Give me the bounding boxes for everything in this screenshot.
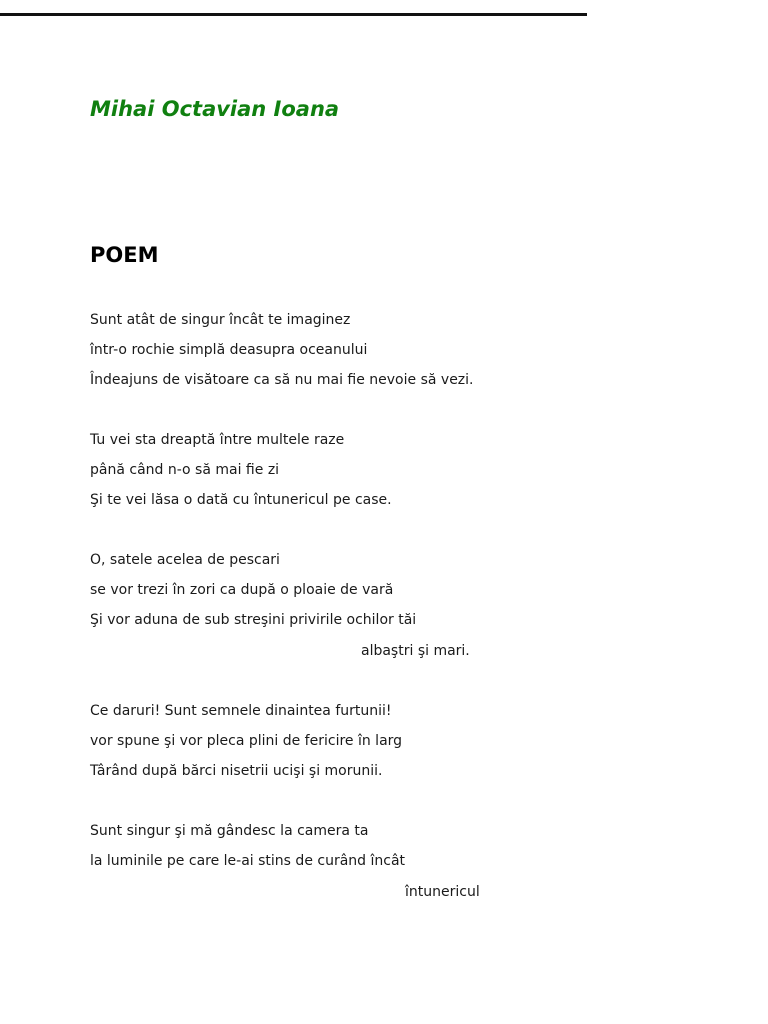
poem-line: la luminile pe care le-ai stins de curând încât [90, 853, 406, 869]
poem-line: Târând după bărci nisetrii ucişi şi morunii. [90, 763, 383, 779]
top-horizontal-rule [0, 13, 587, 16]
poem-line-indented: întunericul [405, 884, 480, 900]
poem-line-indented: albaştri şi mari. [361, 643, 470, 659]
poem-line: vor spune şi vor pleca plini de fericire în larg [90, 733, 403, 749]
author-name: Mihai Octavian Ioana [90, 97, 340, 121]
poem-line: într-o rochie simplă deasupra oceanului [90, 342, 368, 358]
poem-line: până când n-o să mai fie zi [90, 462, 280, 478]
poem-line: Sunt singur şi mă gândesc la camera ta [90, 823, 369, 839]
poem-line: Şi vor aduna de sub streşini privirile ochilor tăi [90, 612, 417, 628]
poem-line: Îndeajuns de visătoare ca să nu mai fie nevoie să vezi. [90, 372, 474, 388]
poem-line: se vor trezi în zori ca după o ploaie de vară [90, 582, 394, 598]
poem-line: Sunt atât de singur încât te imaginez [90, 312, 351, 328]
poem-line: Ce daruri! Sunt semnele dinaintea furtunii! [90, 703, 392, 719]
poem-line: Şi te vei lăsa o dată cu întunericul pe case. [90, 492, 392, 508]
poem-line: O, satele acelea de pescari [90, 552, 280, 568]
poem-title: POEM [90, 243, 159, 267]
poem-line: Tu vei sta dreaptă între multele raze [90, 432, 345, 448]
